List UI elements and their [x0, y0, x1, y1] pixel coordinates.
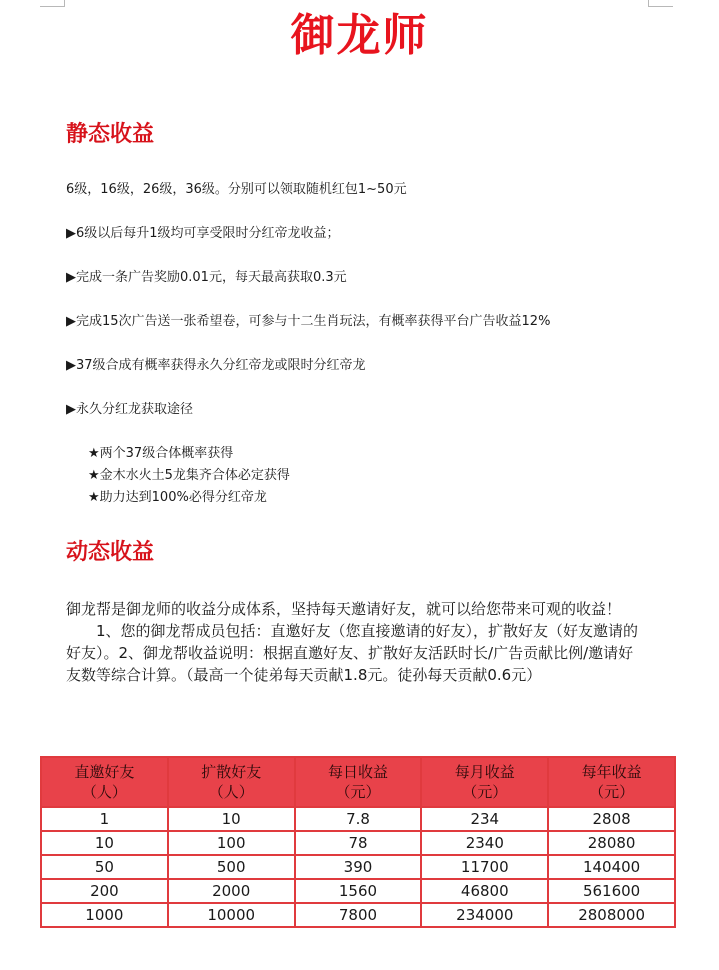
dynamic-income-description: [66, 598, 648, 686]
table-cell: 78: [295, 831, 422, 855]
table-cell: 234: [421, 807, 548, 831]
table-cell: 7.8: [295, 807, 422, 831]
dynamic-paragraph-details: 1、您的御龙帮成员包括：直邀好友（您直接邀请的好友），扩散好友（好友邀请的好友）。2、御龙帮收益说明：根据直邀好友、扩散好友活跃时长/广告贡献比例/邀请好友数等综合计算。（最高一个徒弟每天贡献1.8元。徒孙每天贡献0.6元）: [66, 622, 639, 684]
table-cell: 10: [41, 831, 168, 855]
table-cell: 1560: [295, 879, 422, 903]
table-header-row: [41, 757, 675, 807]
static-income-heading: 静态收益: [66, 122, 155, 147]
header-unit: （人）: [208, 783, 254, 801]
header-spread-invites: [168, 757, 295, 807]
table-row: [41, 855, 675, 879]
static-line-permanent-dragon: ▶永久分红龙获取途径: [66, 402, 193, 417]
header-label: 每日收益: [327, 763, 388, 781]
dynamic-income-heading: 动态收益: [66, 540, 155, 565]
static-line-level-37: ▶37级合成有概率获得永久分红帝龙或限时分红帝龙: [66, 358, 366, 373]
header-yearly-income: [548, 757, 675, 807]
table-cell: 28080: [548, 831, 675, 855]
table-cell: 2340: [421, 831, 548, 855]
revenue-table: [40, 756, 676, 928]
table-cell: 46800: [421, 879, 548, 903]
table-row: [41, 879, 675, 903]
header-unit: （元）: [462, 783, 508, 801]
table-cell: 500: [168, 855, 295, 879]
star-item-merge: ★两个37级合体概率获得: [88, 446, 234, 461]
page-title: 御龙师: [290, 10, 429, 61]
table-cell: 2808: [548, 807, 675, 831]
table-cell: 1: [41, 807, 168, 831]
table-cell: 10000: [168, 903, 295, 927]
table-cell: 2000: [168, 879, 295, 903]
star-item-five-dragons: ★金木水火土5龙集齐合体必定获得: [88, 468, 290, 483]
table-cell: 50: [41, 855, 168, 879]
table-row: [41, 903, 675, 927]
table-cell: 7800: [295, 903, 422, 927]
dynamic-paragraph-intro: 御龙帮是御龙师的收益分成体系，坚持每天邀请好友，就可以给您带来可观的收益！: [66, 600, 622, 618]
static-line-ad-reward: ▶完成一条广告奖励0.01元，每天最高获取0.3元: [66, 270, 347, 285]
table-cell: 200: [41, 879, 168, 903]
table-cell: 234000: [421, 903, 548, 927]
header-daily-income: [295, 757, 422, 807]
table-row: [41, 807, 675, 831]
header-label: 扩散好友: [201, 763, 262, 781]
table-cell: 1000: [41, 903, 168, 927]
table-cell: 561600: [548, 879, 675, 903]
header-label: 直邀好友: [74, 763, 135, 781]
table-cell: 11700: [421, 855, 548, 879]
header-unit: （元）: [589, 783, 635, 801]
header-unit: （元）: [335, 783, 381, 801]
static-line-hope-ticket: ▶完成15次广告送一张希望卷，可参与十二生肖玩法，有概率获得平台广告收益12%: [66, 314, 551, 329]
table-row: [41, 831, 675, 855]
header-unit: （人）: [81, 783, 127, 801]
table-cell: 390: [295, 855, 422, 879]
static-line-level-bonus: ▶6级以后每升1级均可享受限时分红帝龙收益；: [66, 226, 340, 241]
header-direct-invites: [41, 757, 168, 807]
table-cell: 100: [168, 831, 295, 855]
table-cell: 140400: [548, 855, 675, 879]
static-line-red-packet: 6级，16级，26级，36级。分别可以领取随机红包1~50元: [66, 182, 407, 197]
table-cell: 10: [168, 807, 295, 831]
table-cell: 2808000: [548, 903, 675, 927]
header-monthly-income: [421, 757, 548, 807]
header-label: 每月收益: [454, 763, 515, 781]
header-label: 每年收益: [581, 763, 642, 781]
star-item-assist: ★助力达到100%必得分红帝龙: [88, 490, 267, 505]
